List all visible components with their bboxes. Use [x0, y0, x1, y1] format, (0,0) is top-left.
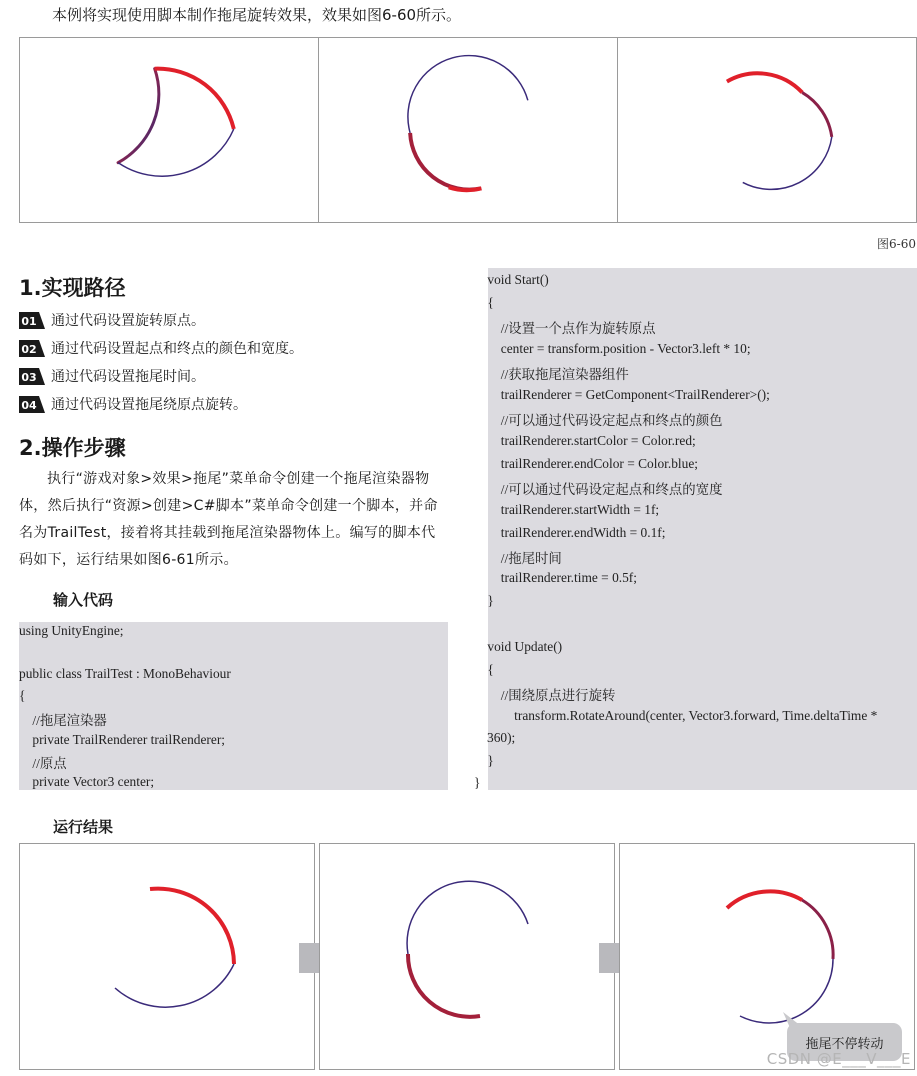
code-line: //拖尾时间: [474, 551, 562, 566]
step-badge-number: 03: [21, 370, 37, 384]
step-badge-number: 02: [21, 342, 37, 356]
section2-title: 2.操作步骤: [19, 436, 126, 460]
code-line: {: [474, 662, 494, 677]
code-line: //可以通过代码设定起点和终点的颜色: [474, 413, 723, 428]
code-block-right: [474, 268, 917, 790]
step-badge-icon: [19, 340, 45, 357]
code-line: {: [474, 295, 494, 310]
step-text: 通过代码设置拖尾绕原点旋转。: [51, 397, 247, 413]
trail-arc-2: [319, 38, 617, 222]
code-line: transform.RotateAround(center, Vector3.forward, Time.deltaTime *: [474, 708, 878, 723]
code-line: //获取拖尾渲染器组件: [474, 367, 629, 382]
code-line: 360);: [487, 730, 516, 745]
step-badge-icon: [19, 312, 45, 329]
code-line: trailRenderer.startColor = Color.red;: [474, 433, 696, 448]
code-block-left: [19, 622, 448, 790]
figure-label: 图6-60: [877, 237, 916, 251]
code-line: //围绕原点进行旋转: [474, 688, 616, 703]
trail-arc-3: [618, 38, 916, 222]
code-line: //原点: [19, 756, 67, 771]
run-result-figure: [19, 843, 915, 1069]
code-line: private TrailRenderer trailRenderer;: [19, 732, 225, 747]
step-badge-icon: [19, 396, 45, 413]
code-line: }: [474, 593, 494, 608]
code-line: using UnityEngine;: [19, 623, 124, 638]
step-3: [19, 366, 205, 386]
code-line: public class TrailTest : MonoBehaviour: [19, 666, 231, 681]
code-line: //拖尾渲染器: [19, 713, 107, 728]
watermark: CSDN @E___V___E: [766, 1050, 911, 1068]
code-line: //可以通过代码设定起点和终点的宽度: [474, 482, 723, 497]
code-line: trailRenderer.time = 0.5f;: [474, 570, 637, 585]
code-line: center = transform.position - Vector3.left * 10;: [474, 341, 751, 356]
code-line: }: [474, 775, 481, 790]
section1-title: 1.实现路径: [19, 276, 126, 300]
step-4: [19, 394, 247, 414]
code-line: trailRenderer.startWidth = 1f;: [474, 502, 660, 517]
step-badge-icon: [19, 368, 45, 385]
step-badge-number: 04: [21, 398, 37, 412]
code-line: trailRenderer.endWidth = 0.1f;: [474, 525, 666, 540]
section2-paragraph: 执行“游戏对象>效果>拖尾”菜单命令创建一个拖尾渲染器物体，然后执行“资源>创建>C#脚本”菜单命令创建一个脚本，并命名为TrailTest，接着将其挂载到拖尾渲染器物体上。编写的脚本代码如下，运行结果如图6-61所示。: [19, 471, 438, 568]
trail-arc-4: [20, 844, 314, 1069]
code-line: trailRenderer.endColor = Color.blue;: [474, 456, 698, 471]
code-line: trailRenderer = GetComponent<TrailRenderer>();: [474, 387, 770, 402]
step-2: [19, 338, 303, 358]
intro-text: 本例将实现使用脚本制作拖尾旋转效果，效果如图6-60所示。: [52, 6, 462, 24]
step-text: 通过代码设置拖尾时间。: [51, 369, 205, 385]
input-code-label: 输入代码: [53, 591, 114, 609]
figure-panel-1: [19, 37, 319, 223]
code-line: private Vector3 center;: [19, 774, 155, 789]
step-text: 通过代码设置旋转原点。: [51, 313, 205, 329]
figure-panel-3: [618, 37, 917, 223]
trail-arc-5: [320, 844, 614, 1069]
step-badge-number: 01: [21, 314, 37, 328]
figure-6-60: [19, 37, 917, 223]
code-line: void Start(): [474, 272, 549, 287]
code-line: {: [19, 688, 26, 703]
run-result-label: 运行结果: [53, 818, 114, 836]
result-panel-1: [19, 843, 315, 1070]
code-line: }: [474, 753, 494, 768]
result-panel-2: [319, 843, 615, 1070]
step-text: 通过代码设置起点和终点的颜色和宽度。: [51, 341, 303, 357]
figure-panel-2: [319, 37, 618, 223]
step-1: [19, 310, 205, 330]
trail-arc-1: [20, 38, 318, 222]
code-line: //设置一个点作为旋转原点: [474, 321, 656, 336]
callout-bubble: 拖尾不停转动: [787, 1023, 902, 1061]
code-line: void Update(): [474, 639, 563, 654]
